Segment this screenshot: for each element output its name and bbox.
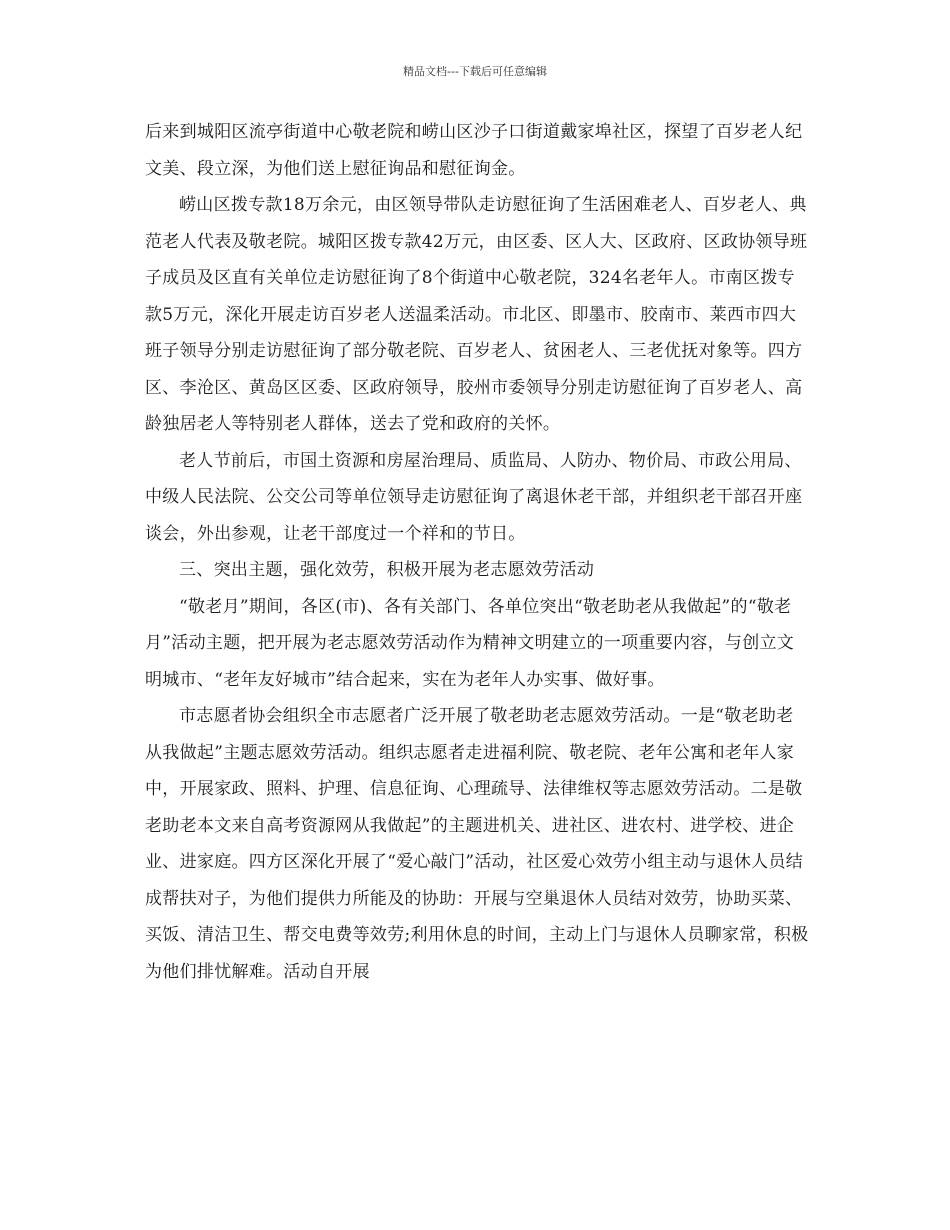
paragraph-5: 市志愿者协会组织全市志愿者广泛开展了敬老助老志愿效劳活动。一是“敬老助老从我做起”主题志愿效劳活动。组织志愿者走进福利院、敬老院、老年公寓和老年人家中，开展家政、照料、护理、信息征询、心理疏导、法律维权等志愿效劳活动。二是敬老助老本文来自高考资源网从我做起”的主题进机关、进社区、进农村、进学校、进企业、进家庭。四方区深化开展了“爱心敲门”活动，社区爱心效劳小组主动与退休人员结成帮扶对子，为他们提供力所能及的协助：开展与空巢退休人员结对效劳，协助买菜、买饭、清洁卫生、帮交电费等效劳;利用休息的时间，主动上门与退休人员聊家常，积极为他们排忧解难。活动自开展 bbox=[145, 706, 809, 982]
page-header: 精品文档---下载后可任意编辑 bbox=[403, 65, 547, 78]
section-heading: 三、突出主题，强化效劳，积极开展为老志愿效劳活动 bbox=[179, 560, 595, 580]
paragraph-3: 老人节前后，市国土资源和房屋治理局、质监局、人防办、物价局、市政公用局、中级人民法院、公交公司等单位领导走访慰征询了离退休老干部，并组织老干部召开座谈会，外出参观，让老干部度过一个祥和的节日。 bbox=[145, 450, 803, 544]
paragraph-2: 崂山区拨专款18万余元，由区领导带队走访慰征询了生活困难老人、百岁老人、典范老人代表及敬老院。城阳区拨专款42万元，由区委、区人大、区政府、区政协领导班子成员及区直有关单位走访慰征询了8个街道中心敬老院，324名老年人。市南区拨专款5万元，深化开展走访百岁老人送温柔活动。市北区、即墨市、胶南市、莱西市四大班子领导分别走访慰征询了部分敬老院、百岁老人、贫困老人、三老优抚对象等。四方区、李沧区、黄岛区区委、区政府领导，胶州市委领导分别走访慰征询了百岁老人、高龄独居老人等特别老人群体，送去了党和政府的关怀。 bbox=[145, 195, 808, 434]
document-body bbox=[145, 114, 810, 990]
paragraph-4: “敬老月”期间，各区(市)、各有关部门、各单位突出“敬老助老从我做起”的“敬老月”活动主题，把开展为老志愿效劳活动作为精神文明建立的一项重要内容，与创立文明城市、“老年友好城市”结合起来，实在为老年人办实事、做好事。 bbox=[145, 596, 795, 690]
paragraph-1: 后来到城阳区流亭街道中心敬老院和崂山区沙子口街道戴家埠社区，探望了百岁老人纪文美、段立深，为他们送上慰征询品和慰征询金。 bbox=[145, 122, 803, 179]
